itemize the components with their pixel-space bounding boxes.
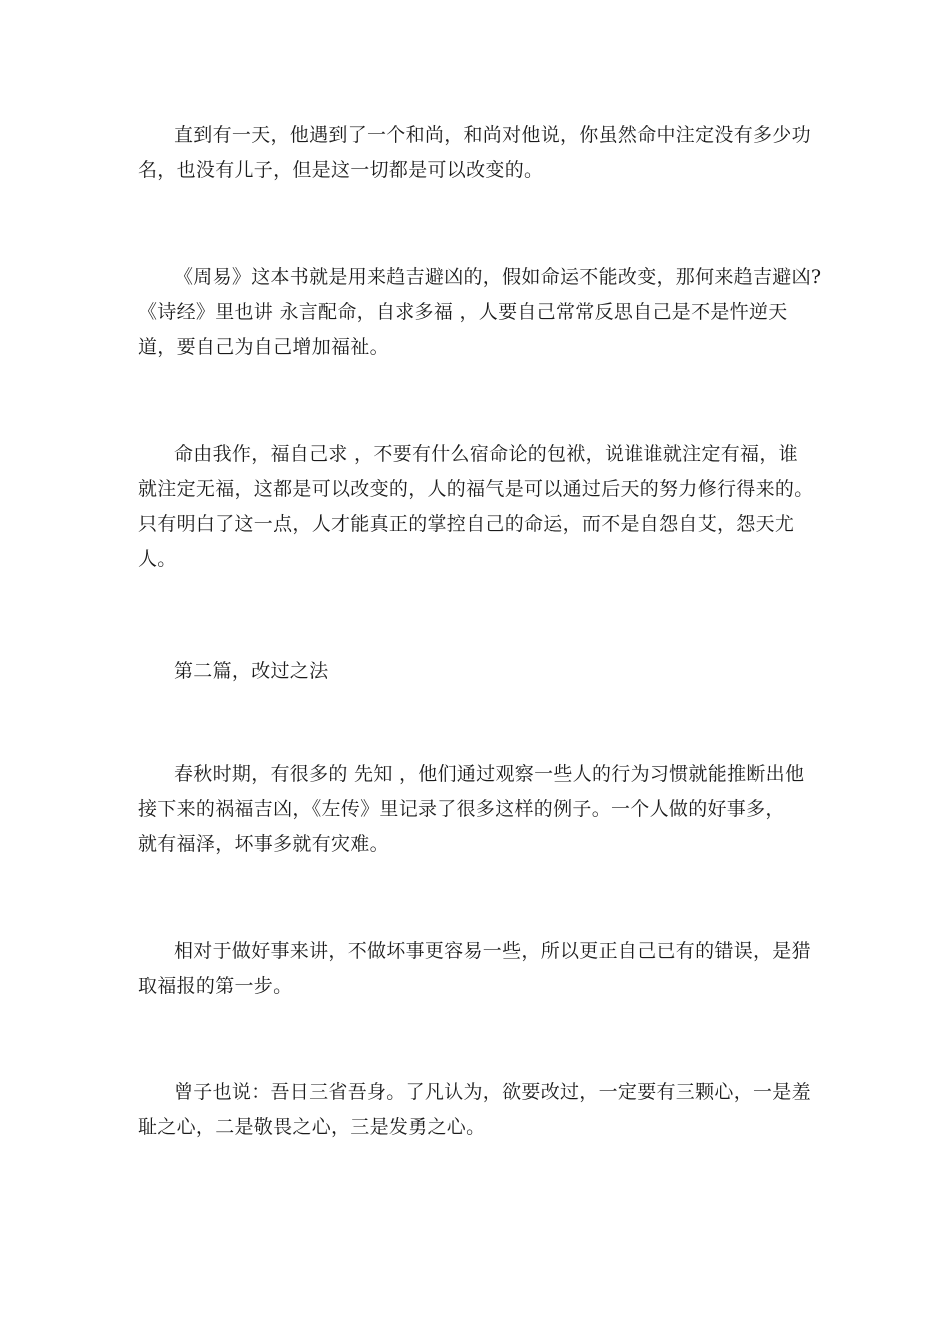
text-line: 只有明白了这一点，人才能真正的掌控自己的命运，而不是自怨自艾，怨天尤 (138, 513, 795, 535)
paragraph-zhouyi (138, 260, 828, 365)
text-line: 春秋时期，有很多的 先知 ，他们通过观察一些人的行为习惯就能推断出他 (174, 763, 805, 785)
text-line: 道，要自己为自己增加福祉。 (138, 336, 389, 358)
paragraph-correct-mistakes (138, 934, 828, 1004)
text-line: 命由我作，福自己求 ，不要有什么宿命论的包袱，说谁谁就注定有福，谁 (174, 443, 798, 465)
text-line: 《周易》这本书就是用来趋吉避凶的，假如命运不能改变，那何来趋吉避凶? (174, 266, 822, 288)
section-heading (138, 654, 828, 689)
text-line: 接下来的祸福吉凶，《左传》里记录了很多这样的例子。一个人做的好事多， (138, 798, 785, 820)
paragraph-spring-autumn (138, 757, 828, 862)
paragraph-zengzi (138, 1075, 828, 1145)
text-line: 名，也没有儿子，但是这一切都是可以改变的。 (138, 159, 544, 181)
text-line: 《诗经》里也讲 永言配命，自求多福 ，人要自己常常反思自己是不是忤逆天 (138, 301, 788, 323)
section-title: 第二篇，改过之法 (174, 660, 329, 682)
paragraph-monk-encounter (138, 118, 828, 188)
text-line: 就注定无福，这都是可以改变的，人的福气是可以通过后天的努力修行得来的。 (138, 478, 814, 500)
text-line: 直到有一天，他遇到了一个和尚，和尚对他说，你虽然命中注定没有多少功 (174, 124, 811, 146)
text-line: 曾子也说：吾日三省吾身。了凡认为，欲要改过，一定要有三颗心，一是羞 (174, 1081, 811, 1103)
text-line: 相对于做好事来讲，不做坏事更容易一些，所以更正自己已有的错误，是猎 (174, 940, 811, 962)
text-line: 取福报的第一步。 (138, 975, 293, 997)
paragraph-fate-by-self (138, 437, 828, 577)
text-line: 人。 (138, 548, 177, 570)
text-line: 就有福泽，坏事多就有灾难。 (138, 833, 389, 855)
text-line: 耻之心，二是敬畏之心，三是发勇之心。 (138, 1116, 486, 1138)
